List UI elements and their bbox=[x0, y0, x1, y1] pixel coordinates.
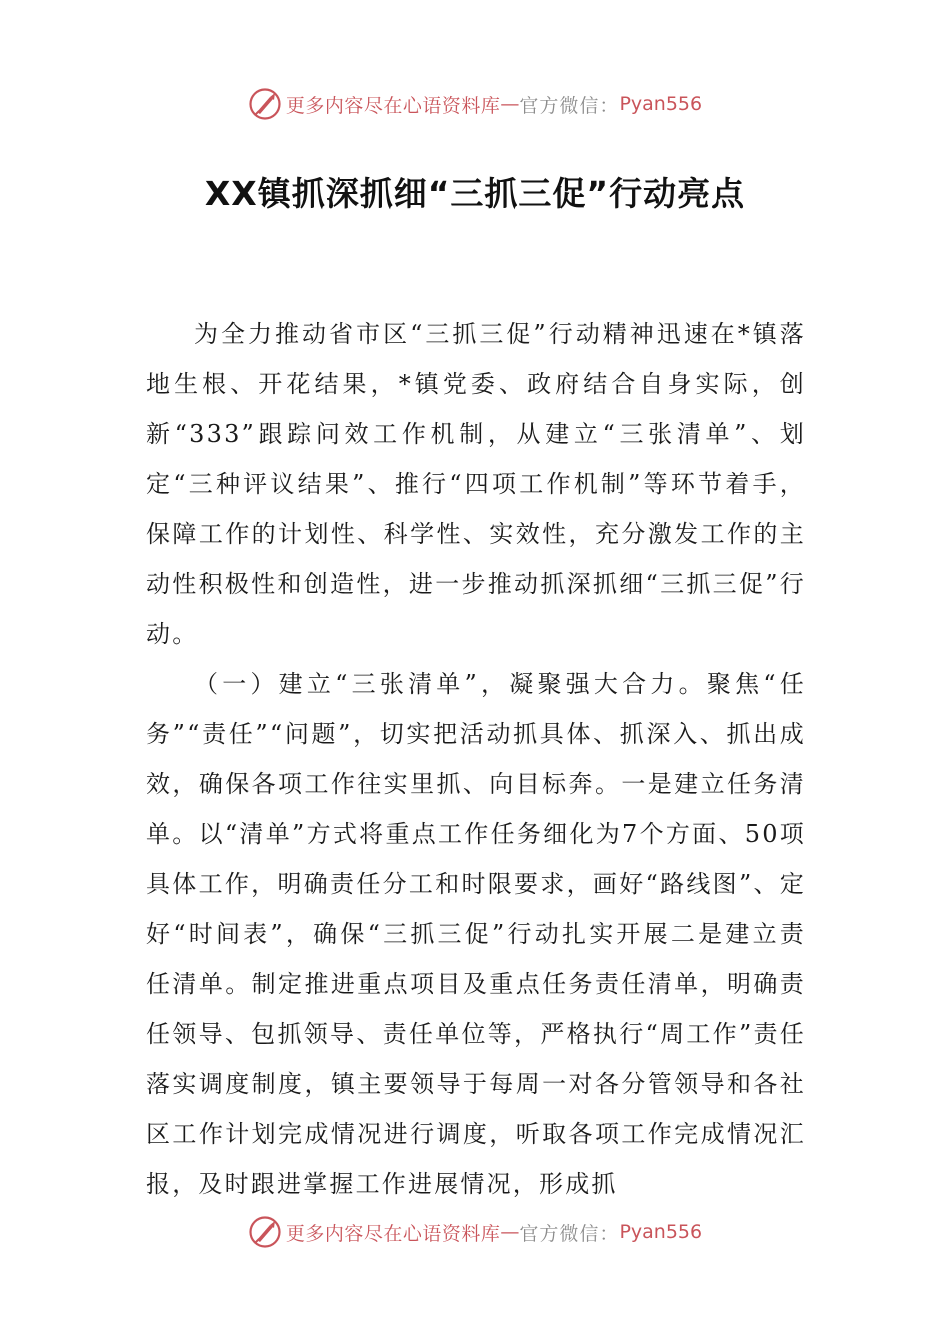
header-banner bbox=[0, 84, 950, 124]
paragraph-intro: 为全力推动省市区“三抓三促”行动精神迅速在*镇落地生根、开花结果，*镇党委、政府结合自身实际，创新“333”跟踪问效工作机制，从建立“三张清单”、划定“三种评议结果”、推行“四项工作机制”等环节着手，保障工作的计划性、科学性、实效性，充分激发工作的主动性积极性和创造性，进一步推动抓深抓细“三抓三促”行动。 bbox=[146, 320, 806, 648]
footer-banner bbox=[0, 1212, 950, 1252]
banner-dash: — bbox=[500, 93, 520, 115]
quill-seal-logo-icon bbox=[248, 87, 282, 121]
banner-wechat-id: Pyan556 bbox=[619, 93, 703, 115]
banner-dash: — bbox=[500, 1221, 520, 1243]
quill-seal-logo-icon bbox=[248, 1215, 282, 1249]
document-title: XX镇抓深抓细“三抓三促”行动亮点 bbox=[204, 174, 746, 213]
banner-title: 更多内容尽在心语资料库 bbox=[285, 94, 501, 117]
banner-wechat-label: 官方微信： bbox=[519, 94, 620, 117]
banner-wechat-id: Pyan556 bbox=[619, 1221, 703, 1243]
paragraph-section-1: （一）建立“三张清单”，凝聚强大合力。聚焦“任务”“责任”“问题”，切实把活动抓具体、抓深入、抓出成效，确保各项工作往实里抓、向目标奔。一是建立任务清单。以“清单”方式将重点工作任务细化为7个方面、50项具体工作，明确责任分工和时限要求，画好“路线图”、定好“时间表”，确保“三抓三促”行动扎实开展二是建立责任清单。制定推进重点项目及重点任务责任清单，明确责任领导、包抓领导、责任单位等，严格执行“周工作”责任落实调度制度，镇主要领导于每周一对各分管领导和各社区工作计划完成情况进行调度，听取各项工作完成情况汇报，及时跟进掌握工作进展情况，形成抓 bbox=[146, 670, 806, 1198]
banner-wechat-label: 官方微信： bbox=[519, 1222, 620, 1245]
banner-title: 更多内容尽在心语资料库 bbox=[285, 1222, 501, 1245]
document-body bbox=[146, 309, 806, 1209]
